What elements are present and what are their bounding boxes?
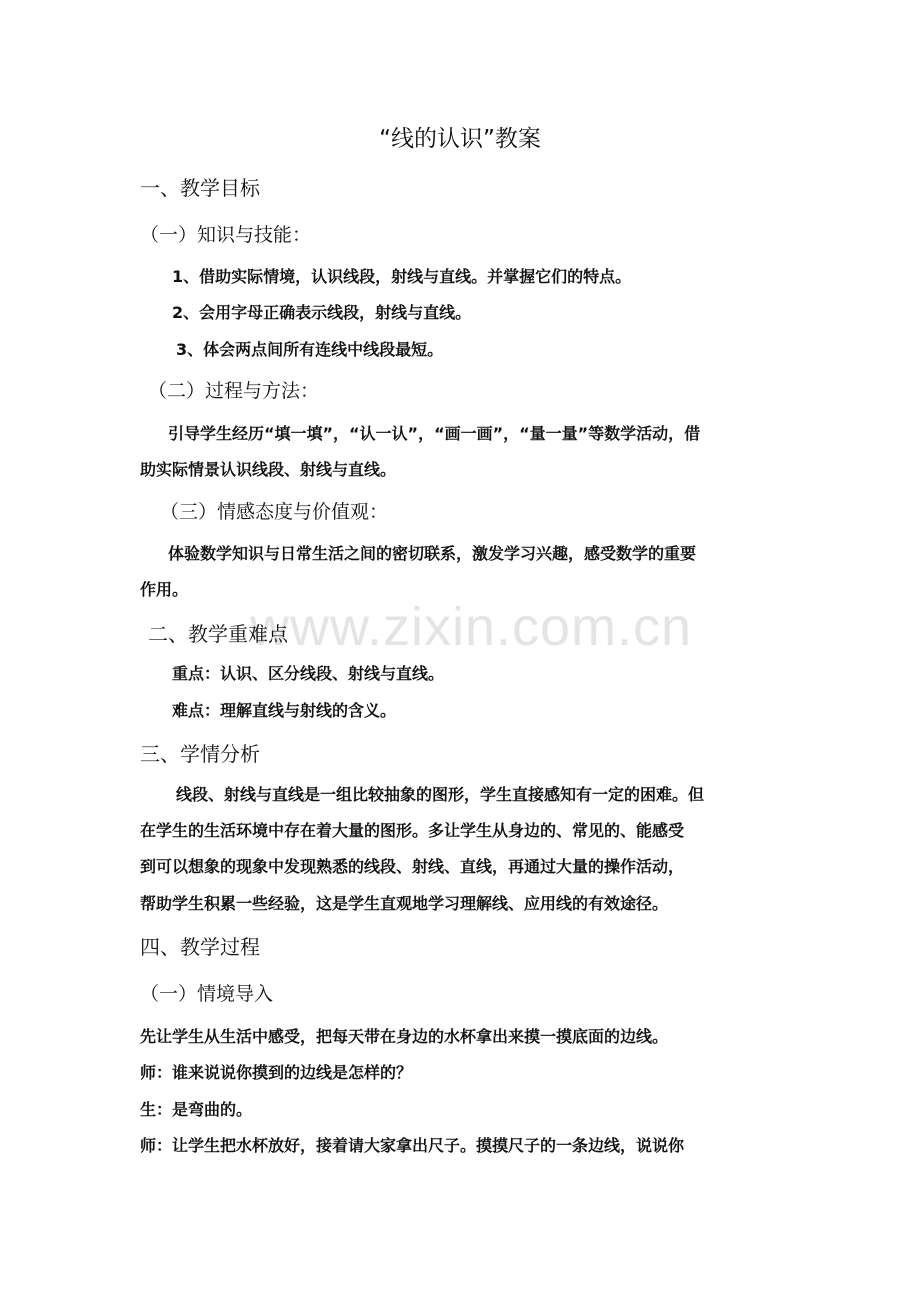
item-number: 3	[176, 340, 188, 359]
item-text: 、会用字母正确表示线段，射线与直线。	[183, 303, 472, 322]
paragraph-line: 线段、射线与直线是一组比较抽象的图形，学生直接感知有一定的困难。但	[176, 785, 705, 804]
subheading-attitude-values: （三）情感态度与价值观：	[160, 501, 389, 523]
paragraph-line: 重点：认识、区分线段、射线与直线。	[172, 664, 445, 683]
paragraph-line: 生：是弯曲的。	[140, 1100, 253, 1119]
subheading-scenario-intro: （一）情境导入	[140, 983, 274, 1005]
paragraph-line: 先让学生从生活中感受，把每天带在身边的水杯拿出来摸一摸底面的边线。	[140, 1027, 669, 1046]
item-number: 2	[172, 303, 184, 322]
watermark: www.zixin.com.cn	[250, 597, 693, 657]
item-number: 1	[172, 267, 184, 286]
section-heading-process: 四、教学过程	[140, 935, 260, 959]
list-item	[172, 300, 471, 323]
paragraph-line: 帮助学生积累一些经验，这是学生直观地学习理解线、应用线的有效途径。	[140, 894, 669, 913]
paragraph-line: 师：谁来说说你摸到的边线是怎样的？	[140, 1063, 413, 1082]
list-item	[176, 337, 443, 360]
item-text: 、体会两点间所有连线中线段最短。	[187, 340, 444, 359]
paragraph-line: 在学生的生活环境中存在着大量的图形。多让学生从身边的、常见的、能感受	[140, 821, 685, 840]
section-heading-key-points: 二、教学重难点	[148, 622, 288, 646]
paragraph-line: 师：让学生把水杯放好，接着请大家拿出尺子。摸摸尺子的一条边线，说说你	[140, 1136, 685, 1155]
subheading-process-method: （二）过程与方法：	[148, 380, 320, 402]
paragraph-line: 到可以想象的现象中发现熟悉的线段、射线、直线，再通过大量的操作活动，	[140, 857, 685, 876]
paragraph-line: 作用。	[140, 580, 189, 599]
paragraph-line: 引导学生经历“填一填”，“认一认”，“画一画”，“量一量”等数学活动，借	[168, 424, 701, 443]
subheading-knowledge-skills: （一）知识与技能：	[140, 224, 312, 246]
section-heading-objectives: 一、教学目标	[140, 176, 260, 200]
document-title: “线的认识”教案	[379, 126, 541, 152]
item-text: 、借助实际情境，认识线段，射线与直线。并掌握它们的特点。	[183, 267, 632, 286]
section-heading-analysis: 三、学情分析	[140, 742, 260, 766]
paragraph-line: 体验数学知识与日常生活之间的密切联系，激发学习兴趣，感受数学的重要	[168, 544, 697, 563]
paragraph-line: 助实际情景认识线段、射线与直线。	[140, 460, 397, 479]
list-item	[172, 264, 631, 287]
paragraph-line: 难点：理解直线与射线的含义。	[172, 701, 397, 720]
